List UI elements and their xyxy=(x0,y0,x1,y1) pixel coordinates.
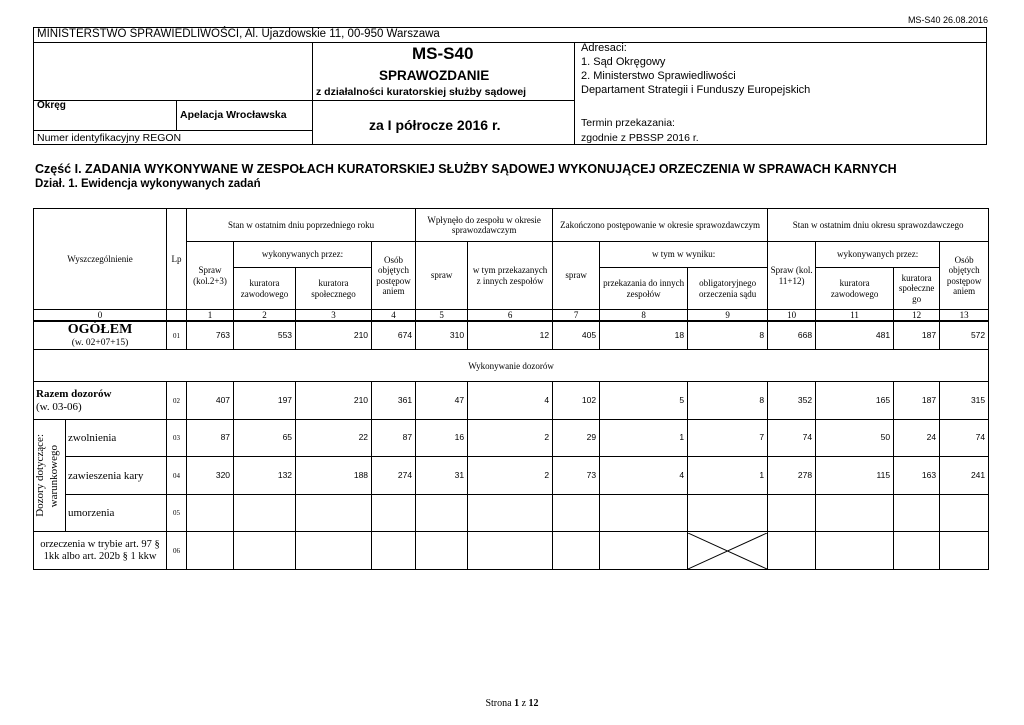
row-value-empty xyxy=(816,532,894,570)
last-row-lp: 06 xyxy=(167,532,187,570)
row-value: 7 xyxy=(688,420,768,457)
table-row-last xyxy=(34,532,989,570)
row-value: 1 xyxy=(600,420,688,457)
row-value xyxy=(187,495,234,532)
header-end-persons: Osób objętych postępow aniem xyxy=(940,242,989,310)
last-row-label: orzeczenia w trybie art. 97 § 1kk albo art. 202b § 1 kkw xyxy=(34,532,167,570)
row-value: 1 xyxy=(688,457,768,495)
row-value: 50 xyxy=(816,420,894,457)
deadline-label: Termin przekazania: xyxy=(581,117,675,129)
razem-value: 407 xyxy=(187,382,234,420)
row-value: 2 xyxy=(468,420,553,457)
razem-value: 8 xyxy=(688,382,768,420)
row-value xyxy=(940,495,989,532)
table-row xyxy=(34,420,989,457)
row-value-empty xyxy=(187,532,234,570)
row-value: 115 xyxy=(816,457,894,495)
total-value: 553 xyxy=(234,321,296,350)
row-value: 163 xyxy=(894,457,940,495)
row-value xyxy=(688,495,768,532)
col-index: 4 xyxy=(372,310,416,322)
district-value: Apelacja Wrocławska xyxy=(180,109,287,121)
table-row xyxy=(34,457,989,495)
razem-value: 352 xyxy=(768,382,816,420)
row-value: 74 xyxy=(940,420,989,457)
col-index: 10 xyxy=(768,310,816,322)
razem-value: 210 xyxy=(296,382,372,420)
col-index: 2 xyxy=(234,310,296,322)
crossed-cell xyxy=(688,532,768,570)
col-index: 5 xyxy=(416,310,468,322)
row-value: 29 xyxy=(553,420,600,457)
row-value: 188 xyxy=(296,457,372,495)
header-mandatory: obligatoryjnego orzeczenia sądu xyxy=(688,268,768,310)
deadline-value: zgodnie z PBSSP 2016 r. xyxy=(581,132,699,144)
total-sub: (w. 02+07+15) xyxy=(71,338,129,349)
row-value xyxy=(468,495,553,532)
header-end-professional: kuratora zawodowego xyxy=(816,268,894,310)
col-index: 0 xyxy=(34,310,167,322)
header-executed-by: wykonywanych przez: xyxy=(234,242,372,268)
razem-value: 187 xyxy=(894,382,940,420)
row-value xyxy=(894,495,940,532)
row-value xyxy=(816,495,894,532)
row-value-empty xyxy=(553,532,600,570)
row-value-empty xyxy=(234,532,296,570)
row-value: 31 xyxy=(416,457,468,495)
header-end-social: kuratora społeczne go xyxy=(894,268,940,310)
razem-value: 197 xyxy=(234,382,296,420)
row-value: 22 xyxy=(296,420,372,457)
header-completed: Zakończono postępowanie w okresie sprawozdawczym xyxy=(553,209,768,242)
total-value: 572 xyxy=(940,321,989,350)
total-value: 763 xyxy=(187,321,234,350)
total-lp: 01 xyxy=(167,321,187,350)
form-id: MS-S40 xyxy=(412,44,474,63)
row-value: 87 xyxy=(187,420,234,457)
razem-sub: (w. 03-06) xyxy=(36,400,82,413)
table-row-razem xyxy=(34,382,989,420)
row-value: 16 xyxy=(416,420,468,457)
row-value-empty xyxy=(940,532,989,570)
header-prev-year: Stan w ostatnim dniu poprzedniego roku xyxy=(187,209,416,242)
header-cases-sum: Spraw (kol.2+3) xyxy=(187,242,234,310)
group-label-cell xyxy=(34,420,66,532)
col-index: 13 xyxy=(940,310,989,322)
total-label-cell xyxy=(34,321,167,350)
row-value: 278 xyxy=(768,457,816,495)
razem-value: 102 xyxy=(553,382,600,420)
header-end-executed-by: wykonywanych przez: xyxy=(816,242,940,268)
row-lp: 03 xyxy=(167,420,187,457)
header-received: Wpłynęło do zespołu w okresie sprawozdawczym xyxy=(416,209,553,242)
cross-out-mark xyxy=(688,533,767,569)
row-lp: 04 xyxy=(167,457,187,495)
header-done-cases: spraw xyxy=(553,242,600,310)
part-title: Część I. ZADANIA WYKONYWANE W ZESPOŁACH KURATORSKIEJ SŁUŻBY SĄDOWEJ WYKONUJĄCEJ ORZECZENIA W SPRAWACH KARNYCH xyxy=(35,162,897,176)
row-value: 73 xyxy=(553,457,600,495)
col-index: 11 xyxy=(816,310,894,322)
col-index: 1 xyxy=(187,310,234,322)
header-professional: kuratora zawodowego xyxy=(234,268,296,310)
razem-value: 315 xyxy=(940,382,989,420)
razem-lp: 02 xyxy=(167,382,187,420)
report-title: SPRAWOZDANIE xyxy=(379,68,490,83)
page-prefix: Strona xyxy=(485,698,515,709)
header-incl-result: w tym w wyniku: xyxy=(600,242,768,268)
row-value-empty xyxy=(894,532,940,570)
total-value: 310 xyxy=(416,321,468,350)
section-title: Dział. 1. Ewidencja wykonywanych zadań xyxy=(35,178,261,190)
row-value: 4 xyxy=(600,457,688,495)
ministry-address: MINISTERSTWO SPRAWIEDLIWOŚCI, Al. Ujazdowskie 11, 00-950 Warszawa xyxy=(37,28,440,40)
row-label: zwolnienia xyxy=(66,420,167,457)
row-value-empty xyxy=(600,532,688,570)
header-in-cases: spraw xyxy=(416,242,468,310)
row-value xyxy=(553,495,600,532)
row-value xyxy=(372,495,416,532)
row-value: 65 xyxy=(234,420,296,457)
group-sub-label: warunkowego xyxy=(48,444,61,508)
addressee-3: Departament Strategii i Funduszy Europejskich xyxy=(581,84,811,96)
row-value-empty xyxy=(416,532,468,570)
row-value: 132 xyxy=(234,457,296,495)
row-label: zawieszenia kary xyxy=(66,457,167,495)
row-lp: 05 xyxy=(167,495,187,532)
group-label: Dozory dotyczące: xyxy=(34,434,46,518)
row-value-empty xyxy=(768,532,816,570)
row-value: 2 xyxy=(468,457,553,495)
col-index xyxy=(167,310,187,322)
total-value: 668 xyxy=(768,321,816,350)
addressee-2: 2. Ministerstwo Sprawiedliwości xyxy=(581,70,736,82)
razem-value: 165 xyxy=(816,382,894,420)
row-value-empty xyxy=(296,532,372,570)
section-supervision: Wykonywanie dozorów xyxy=(34,350,989,382)
col-index: 3 xyxy=(296,310,372,322)
row-value-empty xyxy=(468,532,553,570)
razem-label: Razem dozorów xyxy=(36,388,112,401)
razem-label-cell xyxy=(34,382,167,420)
col-index: 12 xyxy=(894,310,940,322)
report-period: za I półrocze 2016 r. xyxy=(369,117,501,133)
header-specification: Wyszczególnienie xyxy=(34,209,167,310)
page-separator: z xyxy=(519,698,529,709)
total-value: 18 xyxy=(600,321,688,350)
row-value: 274 xyxy=(372,457,416,495)
col-index: 7 xyxy=(553,310,600,322)
razem-value: 47 xyxy=(416,382,468,420)
header-social: kuratora społecznego xyxy=(296,268,372,310)
table-row xyxy=(34,495,989,532)
header-end-cases-sum: Spraw (kol. 11+12) xyxy=(768,242,816,310)
row-label: umorzenia xyxy=(66,495,167,532)
row-value xyxy=(600,495,688,532)
row-value: 87 xyxy=(372,420,416,457)
form-header xyxy=(33,27,987,145)
row-value xyxy=(416,495,468,532)
total-value: 481 xyxy=(816,321,894,350)
row-value xyxy=(296,495,372,532)
row-value: 74 xyxy=(768,420,816,457)
header-end-period: Stan w ostatnim dniu okresu sprawozdawczego xyxy=(768,209,989,242)
district-label: Okręg xyxy=(37,100,66,111)
col-index: 9 xyxy=(688,310,768,322)
total-value: 210 xyxy=(296,321,372,350)
row-value-empty xyxy=(372,532,416,570)
razem-value: 361 xyxy=(372,382,416,420)
header-lp: Lp xyxy=(167,209,187,310)
header-persons: Osób objętych postępow aniem xyxy=(372,242,416,310)
document-id: MS-S40 26.08.2016 xyxy=(907,15,988,25)
page-number xyxy=(0,698,1024,709)
total-value: 405 xyxy=(553,321,600,350)
addressees-label: Adresaci: xyxy=(581,42,627,54)
col-index: 6 xyxy=(468,310,553,322)
razem-value: 5 xyxy=(600,382,688,420)
col-index: 8 xyxy=(600,310,688,322)
razem-value: 4 xyxy=(468,382,553,420)
total-value: 12 xyxy=(468,321,553,350)
total-value: 674 xyxy=(372,321,416,350)
row-value: 24 xyxy=(894,420,940,457)
header-incl-transferred: w tym przekazanych z innych zespołów xyxy=(468,242,553,310)
page-current: 1 xyxy=(514,698,520,709)
report-subtitle: z działalności kuratorskiej służby sądowej xyxy=(316,86,527,98)
table-row-total xyxy=(34,321,989,350)
row-value: 320 xyxy=(187,457,234,495)
regon-label: Numer identyfikacyjny REGON xyxy=(37,132,182,144)
row-value: 241 xyxy=(940,457,989,495)
total-value: 8 xyxy=(688,321,768,350)
tasks-table xyxy=(33,208,989,570)
header-transfer-to: przekazania do innych zespołów xyxy=(600,268,688,310)
row-value xyxy=(234,495,296,532)
row-value xyxy=(768,495,816,532)
total-value: 187 xyxy=(894,321,940,350)
page-total: 12 xyxy=(528,698,539,709)
addressee-1: 1. Sąd Okręgowy xyxy=(581,56,666,68)
total-label: OGÓŁEM xyxy=(67,322,133,338)
